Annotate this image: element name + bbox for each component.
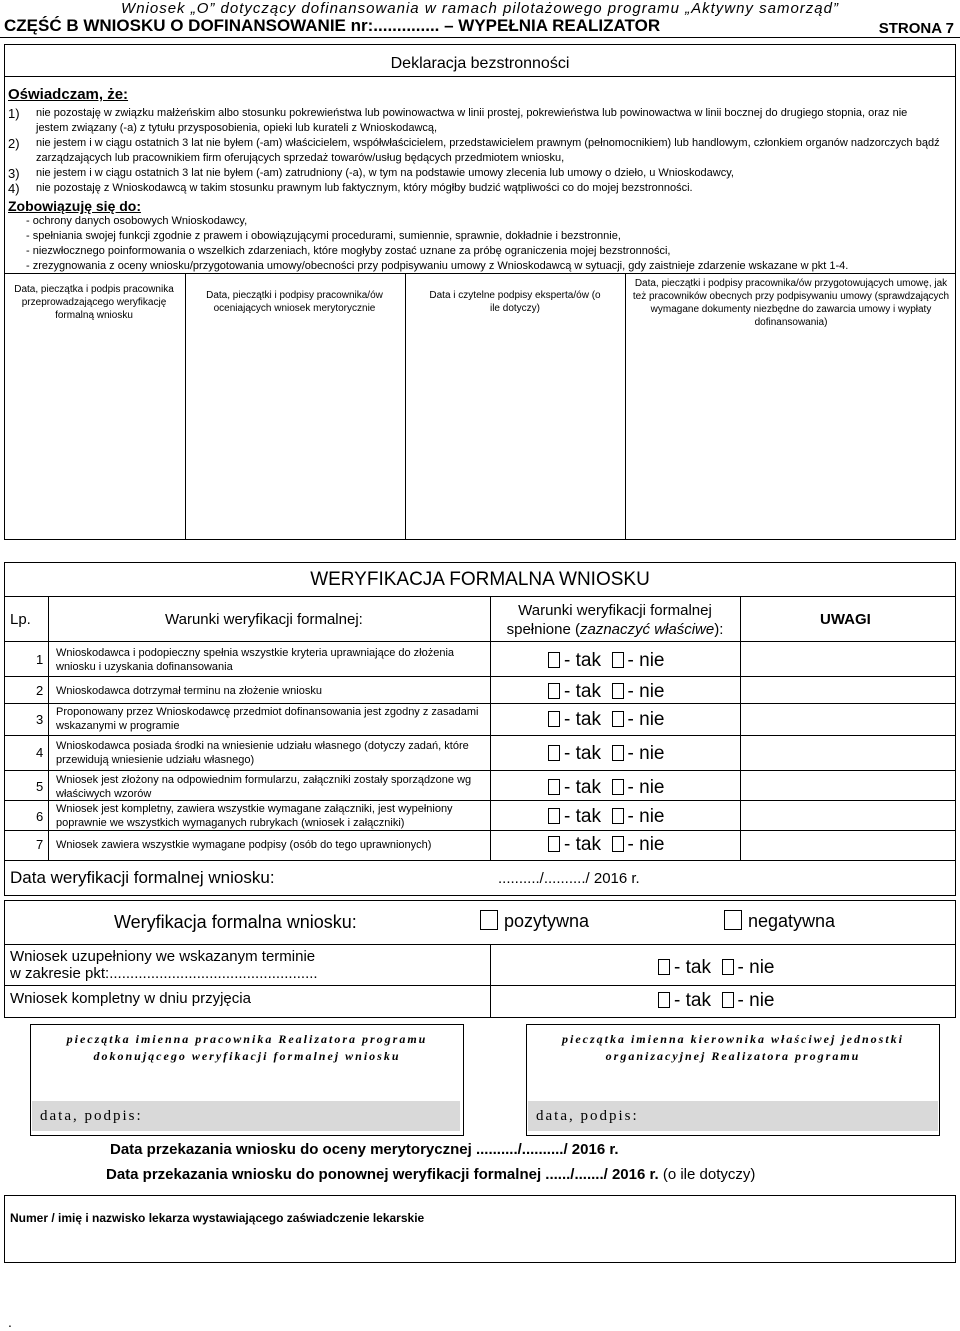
table-col-divider-2 (490, 596, 491, 860)
obligation-1: - ochrony danych osobowych Wnioskodawcy, (26, 215, 248, 227)
footer-dot: . (8, 1314, 12, 1330)
yes-label: - tak (564, 709, 601, 730)
yes-label: - tak (564, 777, 601, 798)
yes-label: - tak (674, 957, 711, 978)
result-col-divider (490, 944, 491, 1018)
signature-divider-3 (625, 273, 626, 540)
row-1-num: 1 (36, 652, 44, 667)
result-rule (4, 944, 956, 945)
row-3-choice (548, 709, 664, 731)
row-rule (4, 735, 956, 736)
row-5-text: Wniosek jest złożony na odpowiednim formularzu, załączniki zostały sporządzone wg właściwych wzorów (56, 774, 472, 800)
row-rule (4, 770, 956, 771)
row-2-num: 2 (36, 683, 44, 698)
transfer-line-2-bold: Data przekazania wniosku do ponownej weryfikacji formalnej ....../......./ 2016 r. (106, 1166, 659, 1183)
item-number: 4) (8, 181, 20, 196)
row-7-choice (548, 834, 664, 856)
table-col-divider-1 (48, 596, 49, 860)
date-sign-left[interactable]: data, podpis: (32, 1101, 460, 1131)
transfer-line-1: Data przekazania wniosku do oceny merytorycznej ........../........../ 2016 r. (110, 1141, 619, 1158)
positive-checkbox[interactable] (480, 910, 498, 930)
zobowiazuje-heading: Zobowiązuję się do: (8, 198, 142, 214)
no-checkbox[interactable] (612, 836, 624, 852)
stamp-right-line1: pieczątka imienna kierownika właściwej jednostki (561, 1032, 904, 1046)
declaration-item-1 (8, 106, 942, 136)
table-header-bottom-rule (4, 641, 956, 642)
program-line: Wniosek „O” dotyczący dofinansowania w ramach pilotażowego programu „Aktywny samorząd” (121, 0, 839, 17)
no-checkbox[interactable] (612, 745, 624, 761)
yes-checkbox[interactable] (548, 836, 560, 852)
yes-label: - tak (674, 990, 711, 1011)
no-label: - nie (627, 709, 665, 730)
positive-label: pozytywna (504, 911, 590, 931)
yes-label: - tak (564, 681, 601, 702)
item-text: nie jestem i w ciągu ostatnich 3 lat nie byłem (-am) zatrudniony (-a), w tym na podstawie umowy zlecenia lub umowy o dzieło, u Wnioskodawcy, (36, 167, 734, 179)
supplemented-line2: w zakresie pkt:.................................................. (10, 965, 318, 982)
row-2-text: Wnioskodawca dotrzymał terminu na złożenie wniosku (56, 685, 322, 697)
signature-divider-1 (185, 273, 186, 540)
row-3-text: Proponowany przez Wnioskodawcę przedmiot dofinansowania jest zgodny z zasadami wskazanymi w programie (56, 706, 479, 732)
row-3-num: 3 (36, 712, 44, 727)
yes-checkbox[interactable] (548, 745, 560, 761)
item-text: nie jestem i w ciągu ostatnich 3 lat nie byłem (-am) właścicielem, współwłaścicielem, przedstawicielem prawnym (pełnomocnikiem) lub handlowym, członkiem organów nadzorczych bądź zarządzających lub pracownikiem firm oferujących sprzedaż towarów/usług będących przedmiotem wniosku, (36, 137, 940, 164)
no-checkbox[interactable] (612, 808, 624, 824)
yes-checkbox[interactable] (548, 652, 560, 668)
row-rule (4, 676, 956, 677)
col-met-line2a: spełnione ( (506, 621, 580, 638)
row-5-num: 5 (36, 779, 44, 794)
declaration-item-4 (8, 181, 942, 196)
item-number: 1) (8, 106, 20, 121)
yes-checkbox[interactable] (658, 992, 670, 1008)
no-checkbox[interactable] (612, 652, 624, 668)
no-label: - nie (627, 650, 665, 671)
yes-checkbox[interactable] (548, 779, 560, 795)
yes-checkbox[interactable] (548, 683, 560, 699)
supplemented-text (10, 948, 318, 982)
yes-label: - tak (564, 806, 601, 827)
yes-label: - tak (564, 834, 601, 855)
obligation-2: - spełniania swojej funkcji zgodnie z prawem i obowiązującymi procedurami, sumiennie, sprawnie, dokładnie i bezstronnie, (26, 230, 621, 242)
signature-col-expert: Data i czytelne podpisy eksperta/ów (o ile dotyczy) (429, 290, 601, 314)
no-label: - nie (627, 743, 665, 764)
verification-date-value: ........../........../ 2016 r. (498, 870, 640, 887)
stamp-left-line2: dokonującego weryfikacji formalnej wniosku (93, 1049, 401, 1063)
doctor-box (4, 1195, 956, 1263)
yes-checkbox[interactable] (658, 959, 670, 975)
signature-row-rule (4, 273, 956, 274)
declaration-item-3 (8, 166, 942, 181)
result-label: Weryfikacja formalna wniosku: (114, 912, 357, 932)
signature-col-merit: Data, pieczątki i podpisy pracownika/ów oceniających wniosek merytorycznie (206, 290, 383, 314)
stamp-right-text (530, 1031, 936, 1065)
declaration-title: Deklaracja bezstronności (390, 55, 570, 72)
result-rule-2 (4, 985, 956, 986)
item-number: 3) (8, 166, 20, 181)
date-sign-right[interactable]: data, podpis: (528, 1101, 938, 1131)
row-2-choice (548, 681, 664, 703)
doctor-label: Numer / imię i nazwisko lekarza wystawiającego zaświadczenie lekarskie (10, 1211, 425, 1225)
table-header-top-rule (4, 596, 956, 597)
row-4-text: Wnioskodawca posiada środki na wniesienie udziału własnego (dotyczy zadań, które przewidują wniesienie udziału własnego) (56, 740, 469, 766)
no-label: - nie (627, 681, 665, 702)
row-rule (4, 703, 956, 704)
row-5-choice (548, 777, 664, 799)
col-met-line2b: zaznaczyć właściwe (580, 621, 715, 638)
row-rule (4, 860, 956, 861)
result-negative (724, 910, 835, 932)
row-7-text: Wniosek zawiera wszystkie wymagane podpisy (osób do tego uprawnionych) (56, 839, 432, 851)
obligation-3: - niezwłocznego poinformowania o wszelkich zdarzeniach, które mogłyby zostać uznane za próbę ograniczenia mojej bezstronności, (26, 245, 671, 257)
col-lp: Lp. (10, 611, 31, 628)
row-6-choice (548, 806, 664, 828)
verification-title: WERYFIKACJA FORMALNA WNIOSKU (310, 569, 650, 590)
obligation-4: - zrezygnowania z oceny wniosku/przygotowania umowy/obecności przy podpisywaniu umowy z Wnioskodawcą w sytuacji, gdy zaistnieje zdarzenie wskazane w pkt 1-4. (26, 260, 849, 272)
row-6-text: Wniosek jest kompletny, zawiera wszystkie wymagane załączniki, jest wypełniony poprawnie we wszystkich wymaganych rubrykach (wniosek i załączniki) (56, 803, 453, 829)
transfer-line-2-note: (o ile dotyczy) (658, 1166, 756, 1183)
yes-checkbox[interactable] (548, 711, 560, 727)
col-conditions: Warunki weryfikacji formalnej: (165, 611, 363, 628)
yes-checkbox[interactable] (548, 808, 560, 824)
item-text: nie pozostaję w związku małżeńskim albo stosunku pokrewieństwa lub powinowactwa w linii prostej, pokrewieństwa lub powinowactwa w linii bocznej do drugiego stopnia, oraz nie jestem związany (-a) z tytułu przysposobienia, opieki lub kurateli z Wnioskodawcą, (36, 107, 908, 134)
declaration-title-rule (4, 76, 956, 77)
table-col-divider-3 (740, 596, 741, 860)
no-checkbox[interactable] (612, 711, 624, 727)
no-checkbox[interactable] (612, 779, 624, 795)
signature-divider-2 (405, 273, 406, 540)
row-1-choice (548, 650, 664, 672)
negative-label: negatywna (748, 911, 836, 931)
no-label: - nie (627, 806, 665, 827)
row-4-num: 4 (36, 745, 44, 760)
result-positive (480, 910, 589, 932)
col-met-line2c: ): (714, 621, 724, 638)
row-rule (4, 830, 956, 831)
supplemented-line1: Wniosek uzupełniony we wskazanym terminie (10, 948, 316, 965)
yes-label: - tak (564, 650, 601, 671)
no-label: - nie (737, 957, 775, 978)
stamp-right-line2: organizacyjnej Realizatora programu (605, 1049, 861, 1063)
row-4-choice (548, 743, 664, 765)
complete-label: Wniosek kompletny w dniu przyjęcia (10, 990, 251, 1007)
negative-checkbox[interactable] (724, 910, 742, 930)
stamp-left-text (34, 1031, 460, 1065)
declaration-item-2 (8, 136, 942, 166)
signature-col-contract: Data, pieczątki i podpisy pracownika/ów przygotowujących umowę, jak też pracowników obecnych przy podpisywaniu umowy (sprawdzających wymagane dokumenty niezbędne do zawarcia umowy i wypłaty dofinansowania) (632, 278, 950, 328)
transfer-line-2 (106, 1166, 755, 1183)
signature-col-formal: Data, pieczątka i podpis pracownika przeprowadzającego weryfikację formalną wniosku (14, 284, 174, 321)
no-checkbox[interactable] (722, 992, 734, 1008)
row-6-num: 6 (36, 809, 44, 824)
row-1-text: Wnioskodawca i podopieczny spełnia wszystkie kryteria uprawniające do złożenia wniosku i uzyskania dofinansowania (56, 647, 455, 673)
supplemented-choice (658, 957, 774, 979)
no-checkbox[interactable] (722, 959, 734, 975)
no-checkbox[interactable] (612, 683, 624, 699)
part-label: CZĘŚĆ B WNIOSKU O DOFINANSOWANIE nr:.............. – WYPEŁNIA REALIZATOR (4, 16, 661, 35)
yes-label: - tak (564, 743, 601, 764)
item-text: nie pozostaję z Wnioskodawcą w takim stosunku prawnym lub faktycznym, który mógłby budzić wątpliwości co do mojej bezstronności. (36, 182, 693, 194)
item-number: 2) (8, 136, 20, 151)
page-label: STRONA 7 (878, 20, 954, 37)
stamp-left-line1: pieczątka imienna pracownika Realizatora programu (66, 1032, 428, 1046)
col-met (490, 601, 740, 639)
no-label: - nie (737, 990, 775, 1011)
col-notes: UWAGI (820, 611, 871, 628)
no-label: - nie (627, 834, 665, 855)
row-7-num: 7 (36, 837, 44, 852)
col-met-line1: Warunki weryfikacji formalnej (518, 602, 712, 619)
no-label: - nie (627, 777, 665, 798)
complete-choice (658, 990, 774, 1012)
oswiadczam-heading: Oświadczam, że: (8, 86, 129, 103)
verification-date-label: Data weryfikacji formalnej wniosku: (10, 868, 275, 887)
